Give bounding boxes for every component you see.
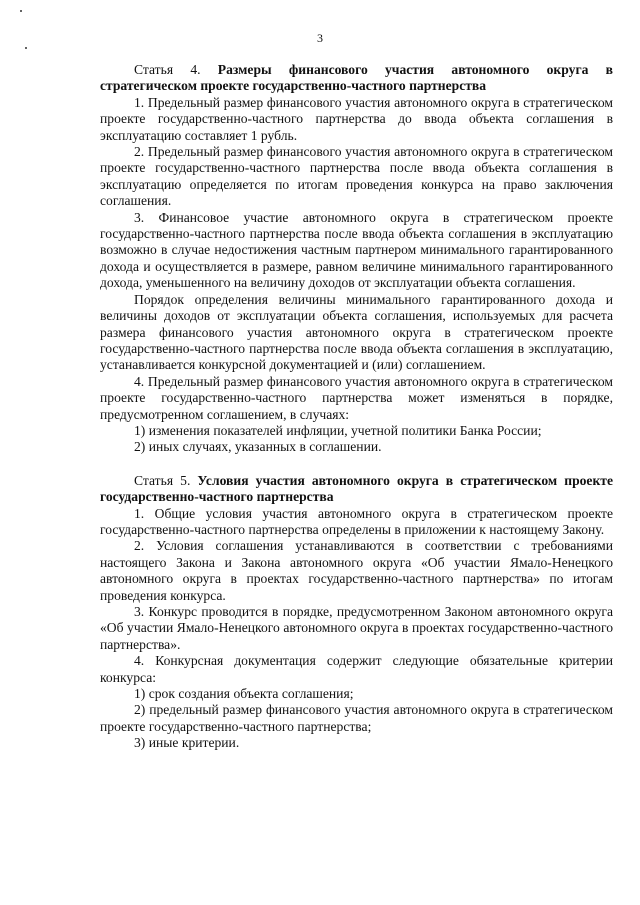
page-number: 3 [317,31,323,45]
article-4-paragraph: 1. Предельный размер финансового участия автономного округа в стратегическом проекте государственно-частного партнерства до ввода объекта соглашения в эксплуатацию составляет 1 рубль. [100,94,613,143]
article-5-paragraph: 2. Условия соглашения устанавливаются в соответствии с требованиями настоящего Закона и Закона автономного округа «Об участии Ямало-Ненецкого автономного округа в проектах государственно-частного партнерства» по итогам проведения конкурса. [100,538,613,603]
article-4-paragraph: 3. Финансовое участие автономного округа в стратегическом проекте государственно-частного партнерства после ввода объекта соглашения в эксплуатацию возможно в случае недостижения частным партнером минимального гарантированного дохода и осуществляется в размере, равном величине минимального гарантированного дохода, уменьшенного на величину доходов от эксплуатации объекта соглашения. [100,209,613,291]
article-4-prefix: Статья 4. [134,62,218,77]
article-4-title: Размеры финансового участия автономного округа в стратегическом проекте государственно-частного партнерства [100,62,614,94]
article-5-list-item: 2) предельный размер финансового участия автономного округа в стратегическом проекте государственно-частного партнерства; [100,702,613,734]
article-5-title: Условия участия автономного округа в стратегическом проекте государственно-частного партнерства [100,472,613,505]
article-4-paragraph: Порядок определения величины минимального гарантированного дохода и величины доходов от эксплуатации объекта соглашения, используемых для расчета размера финансового участия автономного округа в стратегическом проекте государственно-частного партнерства после ввода объекта соглашения в эксплуатацию, устанавливается конкурсной документацией и (или) соглашением. [100,291,613,373]
article-4-paragraph: 4. Предельный размер финансового участия автономного округа в стратегическом проекте государственно-частного партнерства может изменяться в порядке, предусмотренном соглашением, в случаях: [100,373,613,422]
article-5-list-item: 3) иные критерии. [134,735,240,751]
scan-artifact-dot [25,47,27,49]
article-4-list-item: 2) иных случаях, указанных в соглашении. [134,439,382,455]
document-body [100,62,613,752]
article-4-paragraph: 2. Предельный размер финансового участия автономного округа в стратегическом проекте государственно-частного партнерства после ввода объекта соглашения в эксплуатацию определяется по итогам проведения конкурса на право заключения соглашения. [100,144,613,209]
article-5-paragraph: 3. Конкурс проводится в порядке, предусмотренном Законом автономного округа «Об участии Ямало-Ненецкого автономного округа в проектах государственно-частного партнерства». [100,604,613,652]
article-4-list-item: 1) изменения показателей инфляции, учетной политики Банка России; [134,422,542,438]
article-5-heading [100,473,613,506]
article-5-list-item: 1) срок создания объекта соглашения; [134,686,354,702]
article-5-paragraph: 4. Конкурсная документация содержит следующие обязательные критерии конкурса: [100,653,613,685]
article-5-prefix: Статья 5. [134,472,198,488]
scan-artifact-dot [20,10,22,12]
article-4-heading [100,62,613,95]
article-5-paragraph: 1. Общие условия участия автономного округа в стратегическом проекте государственно-частного партнерства определены в приложении к настоящему Закону. [100,505,613,537]
